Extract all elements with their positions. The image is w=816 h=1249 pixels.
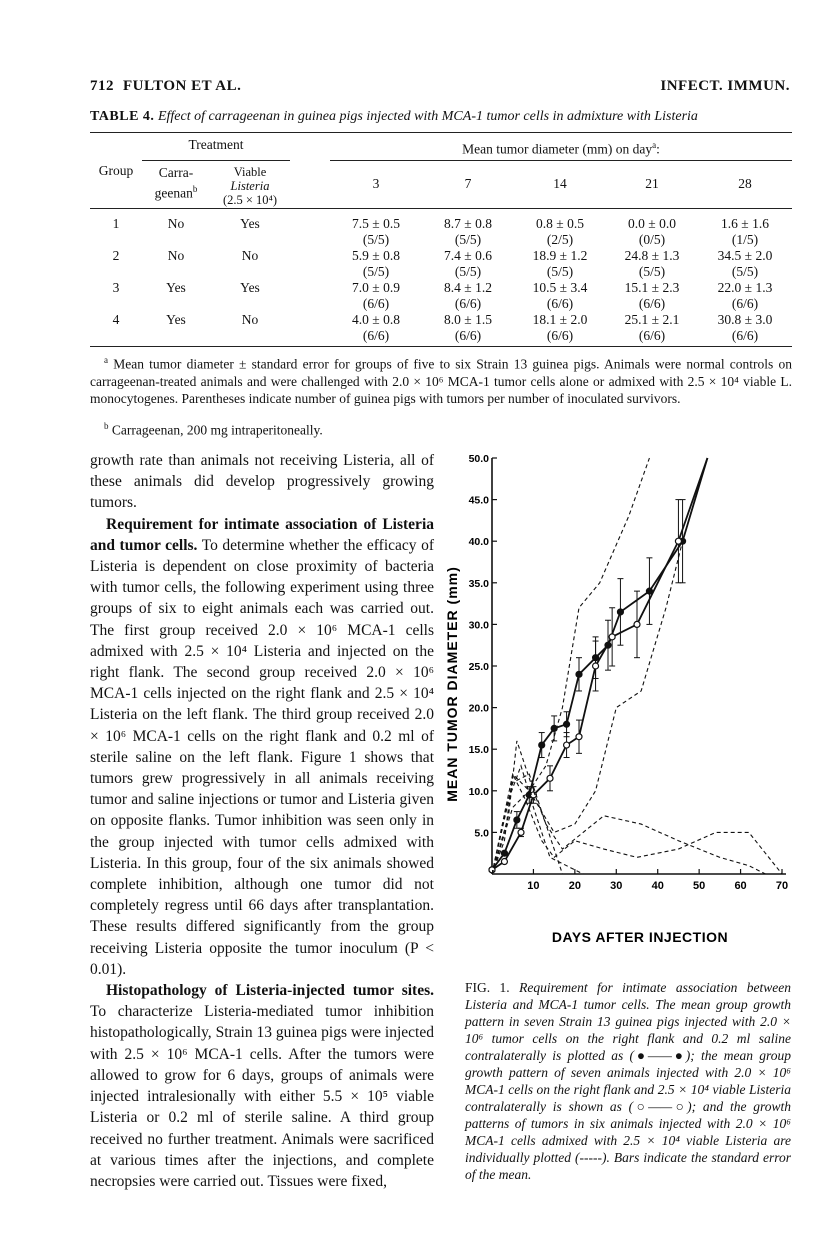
day-header: 21: [645, 176, 659, 191]
carrageenan-header: Carra-geenan$^b$: [154, 164, 198, 200]
listeria-header: Viable Listeria (2.5 × 10⁴): [222, 164, 278, 207]
table-footnote-b: $^b$ Carrageenan, 200 mg intraperitoneally.: [104, 421, 323, 438]
individual-animal-line: [492, 458, 707, 874]
cell-value: 4.0 ± 0.8 (6/6): [352, 312, 400, 343]
day-header: 3: [372, 176, 380, 191]
figure-1-chart: [436, 446, 800, 966]
open-data-point: [547, 775, 553, 781]
day-header: 28: [738, 176, 752, 191]
y-tick-label: 40.0: [468, 536, 489, 549]
table-row: [90, 280, 792, 312]
page-number: 712: [90, 78, 114, 94]
cell-group: 4: [112, 312, 120, 327]
treatment-header: Treatment: [142, 134, 290, 160]
table-title: Effect of carrageenan in guinea pigs injected with MCA-1 tumor cells in admixture with Listeria: [157, 109, 698, 124]
cell-value: 7.4 ± 0.6 (5/5): [444, 248, 492, 279]
cell-value: 34.5 ± 2.0 (5/5): [717, 248, 773, 279]
cell-value: 7.5 ± 0.5 (5/5): [352, 216, 400, 247]
day-header: 14: [553, 176, 567, 191]
cell-value: 25.1 ± 2.1 (6/6): [624, 312, 680, 343]
cell-value: 5.9 ± 0.8 (5/5): [352, 248, 400, 279]
open-data-point: [593, 663, 599, 669]
cell-value: 8.4 ± 1.2 (6/6): [444, 280, 492, 311]
cell-listeria: No: [241, 312, 259, 327]
x-tick-label: 40: [651, 880, 664, 892]
group-mean-line: [492, 458, 707, 870]
y-tick-label: 45.0: [468, 494, 489, 507]
cell-carrageenan: No: [167, 216, 185, 231]
y-axis-label: MEAN TUMOR DIAMETER (mm): [444, 566, 460, 802]
x-tick-label: 50: [693, 880, 706, 892]
x-tick-label: 60: [734, 880, 747, 892]
section-heading: Requirement for intimate association of Listeria and tumor cells.: [90, 515, 434, 554]
filled-data-point: [617, 609, 623, 615]
y-tick-label: 5.0: [474, 827, 489, 840]
y-tick-label: 10.0: [468, 785, 489, 798]
cell-group: 1: [112, 216, 120, 231]
cell-value: 8.7 ± 0.8 (5/5): [444, 216, 492, 247]
filled-data-point: [576, 671, 582, 677]
cell-value: 18.9 ± 1.2 (5/5): [532, 248, 588, 279]
body-column: [90, 450, 434, 1192]
cell-carrageenan: No: [167, 248, 185, 263]
table-top-rule: [90, 132, 792, 133]
cell-listeria: No: [241, 248, 259, 263]
figure-label: FIG. 1.: [465, 980, 510, 995]
cell-value: 10.5 ± 3.4 (6/6): [532, 280, 588, 311]
y-tick-label: 50.0: [468, 453, 489, 465]
y-tick-label: 35.0: [468, 577, 489, 590]
cell-value: 0.0 ± 0.0 (0/5): [628, 216, 676, 247]
cell-value: 18.1 ± 2.0 (6/6): [532, 312, 588, 343]
running-head-journal: INFECT. IMMUN.: [660, 78, 790, 94]
cell-group: 3: [112, 280, 120, 295]
x-tick-label: 70: [775, 880, 789, 892]
table-label: TABLE 4.: [90, 109, 155, 124]
cell-value: 15.1 ± 2.3 (6/6): [624, 280, 680, 311]
cell-value: 22.0 ± 1.3 (6/6): [717, 280, 773, 311]
x-tick-label: 10: [527, 880, 540, 892]
cell-value: 8.0 ± 1.5 (6/6): [444, 312, 492, 343]
filled-data-point: [564, 721, 570, 727]
paragraph: Histopathology of Listeria-injected tumor sites. To characterize Listeria-mediated tumor inhibition histopathologically, Strain 13 guinea pigs were injected with 2.5 × 10⁶ MCA-1 cells. After the tumors were allowed to grow for 6 days, groups of animals were injected intralesionally with either 5.5 × 10⁵ viable Listeria or 0.2 ml of sterile saline. A third group received no further treatment. Animals were sacrificed at various times after the injections, and complete necropsies were carried out. Tissues were fixed,: [90, 982, 434, 1190]
x-axis-label: DAYS AFTER INJECTION: [551, 929, 729, 945]
table-footnote-a: $^a$ Mean tumor diameter ± standard error for groups of five to six Strain 13 guinea pigs. Animals were normal controls on carrageenan-treated animals and were challenged with 2.0 × 10⁶ MCA-1 tumor cells alone or admixed with 2.5 × 10⁴ viable L. monocytogenes. Parentheses indicate number of guinea pigs with tumors per number of inoculated survivors.: [90, 355, 793, 406]
cell-carrageenan: Yes: [166, 280, 186, 295]
group-header: Group: [98, 162, 134, 178]
open-data-point: [675, 538, 681, 544]
table-4: [90, 134, 792, 344]
figure-caption: FIG. 1. Requirement for intimate association between Listeria and MCA-1 tumor cells. The mean group growth pattern in seven Strain 13 guinea pigs injected with 2.0 × 10⁶ tumor cells on the right flank and 0.2 ml saline contralaterally is plotted as (●——●); the mean group growth pattern of seven animals injected with 2.0 × 10⁶ MCA-1 cells on the right flank and 2.5 × 10⁴ viable Listeria contralaterally is shown as (○——○); and the growth patterns of tumors in six animals injected with 2.0 × 10⁶ MCA-1 cells admixed with 2.5 × 10⁴ viable Listeria are individually plotted (-----). Bars indicate the standard error of the mean.: [465, 980, 791, 1182]
section-heading: Histopathology of Listeria-injected tumor sites.: [106, 982, 434, 1000]
open-data-point: [501, 859, 507, 865]
cell-value: 7.0 ± 0.9 (6/6): [352, 280, 400, 311]
open-data-point: [634, 621, 640, 627]
open-data-point: [564, 742, 570, 748]
individual-animal-line: [492, 774, 782, 874]
y-tick-label: 30.0: [468, 619, 489, 632]
y-tick-label: 20.0: [468, 702, 489, 715]
cell-value: 24.8 ± 1.3 (5/5): [624, 248, 680, 279]
diameter-header: Mean tumor diameter (mm) on day$^a$:: [330, 134, 792, 160]
table-row: [90, 216, 792, 248]
filled-data-point: [539, 742, 545, 748]
table-caption: [90, 109, 790, 125]
table-row: [90, 248, 792, 280]
open-data-point: [530, 792, 536, 798]
cell-carrageenan: Yes: [166, 312, 186, 327]
group-mean-line: [492, 458, 707, 870]
cell-listeria: Yes: [240, 280, 260, 295]
cell-value: 30.8 ± 3.0 (6/6): [717, 312, 773, 343]
table-row: [90, 312, 792, 344]
open-data-point: [518, 829, 524, 835]
paragraph: Requirement for intimate association of Listeria and tumor cells. To determine whether the efficacy of Listeria is dependent on close proximity of bacteria with tumor cells, the following experiment using three groups of six to eight animals each was carried out. The first group received 2.0 × 10⁶ MCA-1 cells admixed with 2.5 × 10⁴ Listeria and injected on the right flank. The second group received 2.0 × 10⁶ MCA-1 cells injected on the right flank and 2.5 × 10⁴ Listeria on the left flank. The third group received 2.0 × 10⁶ MCA-1 cells on the right flank and 0.2 ml of sterile saline on the left flank. Figure 1 shows that tumors grew progressively in all animals receiving tumor and saline injections or tumor and Listeria given on opposite flanks. Tumor inhibition was seen only in the group injected with tumor cells admixed with Listeria. In this group, four of the six animals showed complete inhibition, although one tumor did not completely regress until 66 days after transplantation. These results differed significantly from the group receiving Listeria opposite the tumor inoculum (P < 0.01).: [90, 515, 434, 978]
table-bottom-rule: [90, 346, 792, 347]
open-data-point: [609, 634, 615, 640]
cell-group: 2: [112, 248, 120, 263]
y-tick-label: 25.0: [468, 661, 489, 673]
filled-data-point: [501, 850, 507, 856]
paragraph: growth rate than animals not receiving Listeria, all of these animals did develop progressively growing tumors.: [90, 452, 434, 512]
day-header: 7: [464, 176, 472, 191]
open-data-point: [576, 734, 582, 740]
cell-listeria: Yes: [240, 216, 260, 231]
filled-data-point: [514, 817, 520, 823]
x-tick-label: 20: [568, 880, 581, 892]
running-head-authors: FULTON ET AL.: [123, 78, 242, 94]
x-tick-label: 30: [610, 880, 623, 892]
y-tick-label: 15.0: [468, 744, 489, 757]
cell-value: 0.8 ± 0.5 (2/5): [536, 216, 584, 247]
cell-value: 1.6 ± 1.6 (1/5): [721, 216, 769, 247]
